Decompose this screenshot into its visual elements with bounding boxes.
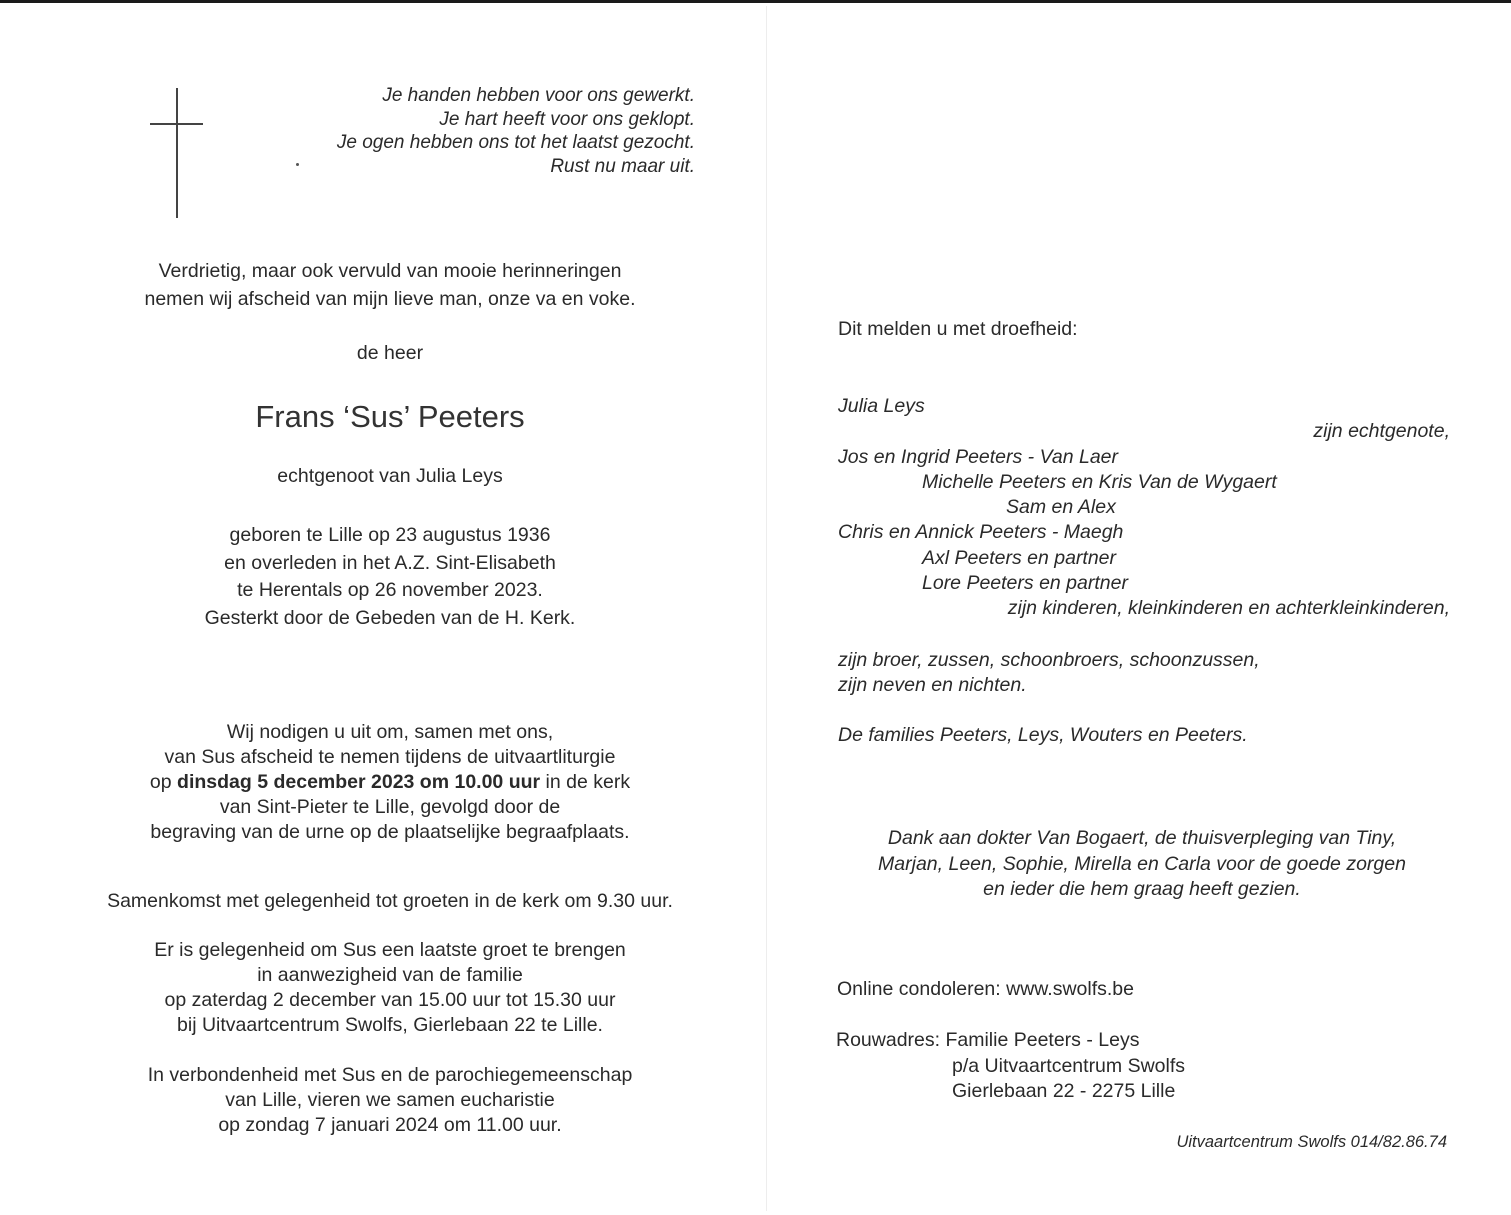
invitation-line: begraving van de urne op de plaatselijke begraafplaats. [150, 821, 630, 843]
eucharist-line: In verbondenheid met Sus en de parochiegemeenschap [147, 1064, 633, 1086]
family-list [838, 394, 1450, 622]
top-edge-line [0, 0, 1511, 3]
announcement-heading: Dit melden u met droefheid: [838, 318, 1078, 340]
intro-line: Verdrietig, maar ook vervuld van mooie herinneringen [158, 260, 622, 282]
address-line: Gierlebaan 22 - 2275 Lille [952, 1080, 1176, 1102]
eucharist-line: van Lille, vieren we samen eucharistie [225, 1089, 555, 1111]
cross-horizontal-bar [150, 123, 203, 125]
deceased-name: Frans ‘Sus’ Peeters [255, 399, 525, 434]
gathering-note: Samenkomst met gelegenheid tot groeten in de kerk om 9.30 uur. [107, 890, 673, 912]
family-member: Jos en Ingrid Peeters - Van Laer [838, 445, 1119, 468]
poem-line: Je ogen hebben ons tot het laatst gezocht. [336, 132, 695, 153]
mourning-address [836, 1028, 1185, 1105]
eucharist-info [80, 1063, 700, 1138]
viewing-line: op zaterdag 2 december van 15.00 uur tot 15.30 uur [164, 989, 616, 1011]
honorific: de heer [356, 342, 424, 364]
viewing-line: Er is gelegenheid om Sus een laatste groet te brengen [154, 939, 626, 961]
invitation-text: op [149, 771, 178, 793]
viewing-line: in aanwezigheid van de familie [257, 964, 523, 986]
family-role: zijn echtgenote, [1313, 420, 1450, 443]
viewing-line: bij Uitvaartcentrum Swolfs, Gierlebaan 22 te Lille. [177, 1014, 603, 1036]
poem-line: Rust nu maar uit. [550, 155, 695, 177]
death-date-line: te Herentals op 26 november 2023. [237, 579, 543, 601]
invitation-line: van Sint-Pieter te Lille, gevolgd door de [219, 796, 561, 818]
birth-death-info [80, 522, 700, 632]
intro-text [80, 258, 700, 313]
family-member: Michelle Peeters en Kris Van de Wygaert [922, 470, 1277, 493]
thanks-line: Dank aan dokter Van Bogaert, de thuisverpleging van Tiny, [887, 827, 1397, 849]
funeral-datetime: dinsdag 5 december 2023 om 10.00 uur [177, 771, 541, 793]
viewing-info [80, 938, 700, 1038]
poem-line: Je handen hebben voor ons gewerkt. [382, 85, 695, 106]
sacrament-line: Gesterkt door de Gebeden van de H. Kerk. [204, 606, 576, 629]
family-role: zijn kinderen, kleinkinderen en achterkleinkinderen, [1007, 597, 1450, 620]
families-line: De families Peeters, Leys, Wouters en Peeters. [838, 724, 1248, 746]
address-line: Rouwadres: Familie Peeters - Leys [836, 1029, 1140, 1051]
invitation-text: in de kerk [540, 771, 631, 793]
thanks-line: Marjan, Leen, Sophie, Mirella en Carla voor de goede zorgen [878, 852, 1406, 875]
invitation-date-line [80, 770, 700, 795]
death-place-line: en overleden in het A.Z. Sint-Elisabeth [224, 551, 556, 574]
relatives [838, 648, 1260, 699]
invitation-line: van Sus afscheid te nemen tijdens de uitvaartliturgie [164, 746, 616, 768]
poem-line: Je hart heeft voor ons geklopt. [439, 108, 695, 130]
poem [220, 84, 695, 178]
eucharist-line: op zondag 7 januari 2024 om 11.00 uur. [218, 1114, 562, 1136]
invitation-line: Wij nodigen u uit om, samen met ons, [226, 721, 554, 743]
relatives-line: zijn broer, zussen, schoonbroers, schoonzussen, [838, 649, 1260, 671]
funeral-invitation [80, 720, 700, 845]
family-member: Chris en Annick Peeters - Maegh [838, 521, 1124, 544]
card-fold-line [766, 6, 767, 1211]
address-line: p/a Uitvaartcentrum Swolfs [952, 1054, 1186, 1077]
online-condolence: Online condoleren: www.swolfs.be [837, 978, 1134, 1000]
funeral-home-footer: Uitvaartcentrum Swolfs 014/82.86.74 [1176, 1133, 1447, 1151]
intro-line: nemen wij afscheid van mijn lieve man, onze va en voke. [144, 287, 636, 310]
spouse-line: echtgenoot van Julia Leys [277, 465, 503, 487]
thanks-line: en ieder die hem graag heeft gezien. [983, 878, 1301, 900]
family-member: Sam en Alex [1006, 496, 1116, 519]
birth-line: geboren te Lille op 23 augustus 1936 [229, 524, 551, 546]
thanks-note [842, 826, 1442, 903]
family-member: Lore Peeters en partner [922, 572, 1128, 595]
family-member: Julia Leys [838, 395, 925, 417]
cross-vertical-bar [176, 88, 178, 218]
family-member: Axl Peeters en partner [922, 546, 1117, 569]
relatives-line: zijn neven en nichten. [838, 674, 1027, 697]
